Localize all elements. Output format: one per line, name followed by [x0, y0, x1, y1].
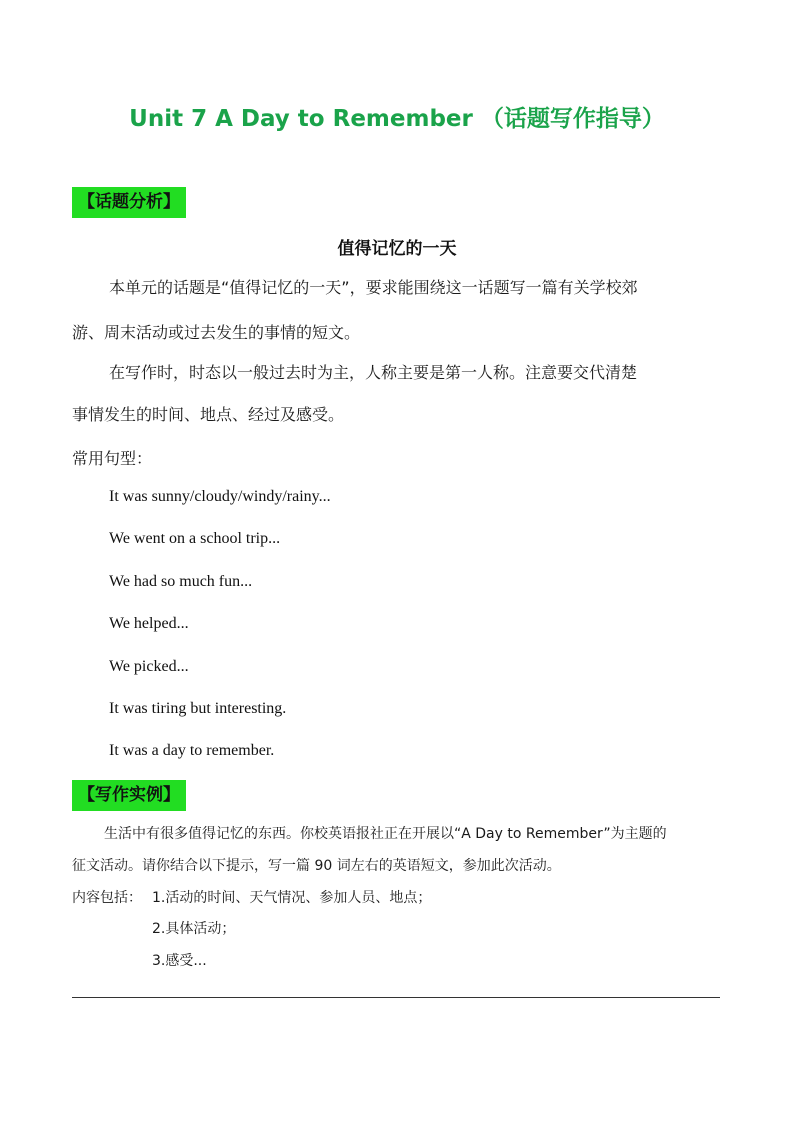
paragraph-line: 游、周末活动或过去发生的事情的短文。 — [72, 323, 361, 342]
patterns-label: 常用句型： — [72, 449, 153, 468]
paragraph-line: 本单元的话题是“值得记忆的一天”，要求能围绕这一话题写一篇有关学校郊 — [109, 278, 638, 297]
prompt-line: 生活中有很多值得记忆的东西。你校英语报社正在开展以“A Day to Remember”为主题的 — [104, 826, 667, 842]
sentence-pattern: We picked... — [109, 658, 189, 675]
sentence-pattern: It was sunny/cloudy/windy/rainy... — [109, 488, 331, 505]
sentence-pattern: We went on a school trip... — [109, 530, 281, 547]
sentence-pattern: It was a day to remember. — [109, 742, 275, 759]
sentence-pattern: We helped... — [109, 615, 189, 632]
section-heading: 值得记忆的一天 — [337, 239, 457, 259]
section-tag-writing-example: 【写作实例】 — [72, 780, 186, 811]
sentence-pattern: We had so much fun... — [109, 573, 253, 590]
divider-line — [72, 997, 720, 998]
section-tag-topic-analysis: 【话题分析】 — [72, 187, 186, 218]
paragraph-line: 事情发生的时间、地点、经过及感受。 — [72, 405, 345, 424]
content-item: 2.具体活动； — [152, 921, 236, 937]
sentence-pattern: It was tiring but interesting. — [109, 700, 287, 717]
prompt-line: 征文活动。请你结合以下提示，写一篇 90 词左右的英语短文，参加此次活动。 — [72, 858, 561, 874]
page-title: Unit 7 A Day to Remember （话题写作指导） — [129, 106, 665, 132]
content-item: 3.感受... — [152, 953, 207, 969]
paragraph-line: 在写作时，时态以一般过去时为主，人称主要是第一人称。注意要交代清楚 — [109, 363, 638, 382]
content-item: 1.活动的时间、天气情况、参加人员、地点； — [152, 890, 432, 906]
content-label: 内容包括： — [72, 890, 142, 906]
